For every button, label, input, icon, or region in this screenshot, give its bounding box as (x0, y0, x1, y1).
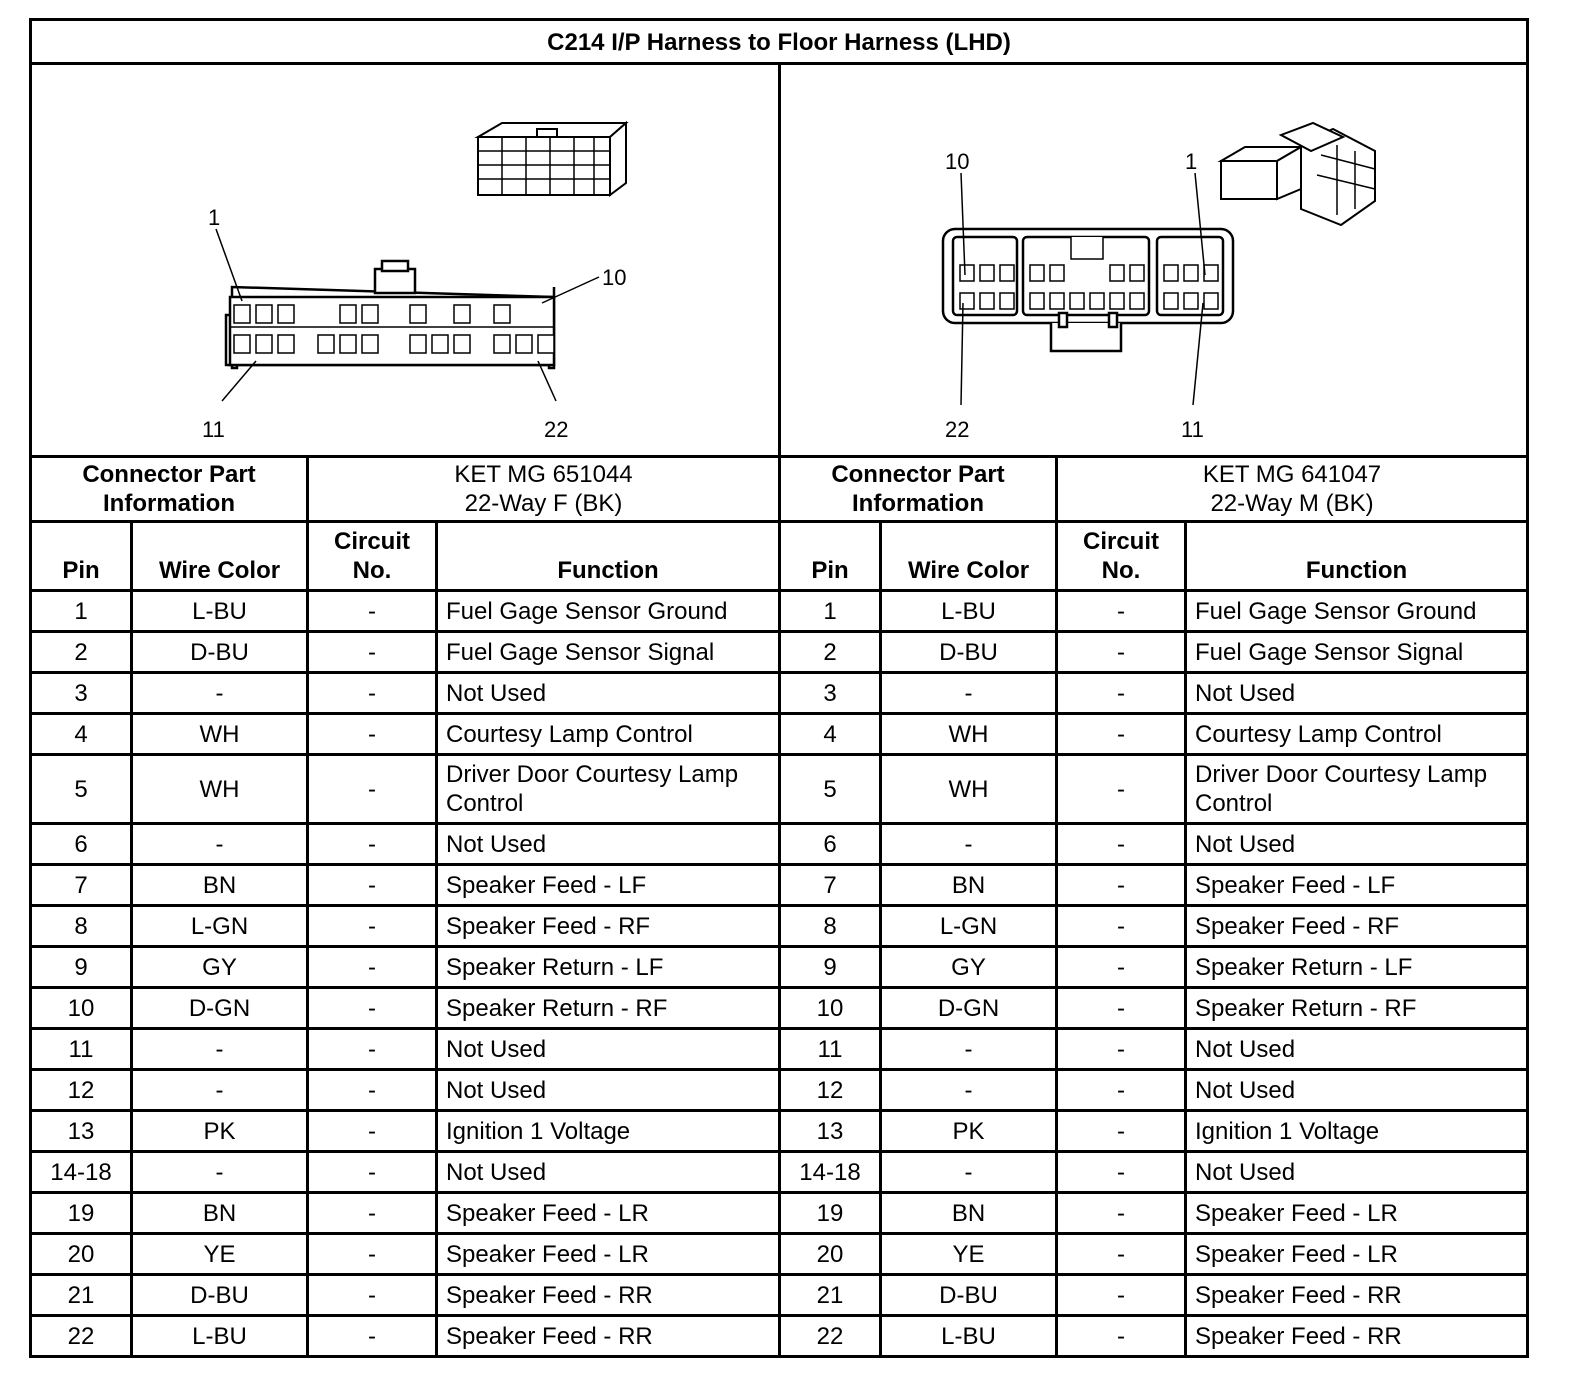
right-circuit-no-cell: - (1117, 679, 1125, 707)
grid-vline (435, 520, 438, 1355)
left-function-cell: Speaker Return - LF (446, 953, 664, 981)
left-label-pin-1: 1 (208, 205, 221, 230)
right-wire-color-cell: GY (951, 953, 986, 981)
left-pin-cell: 6 (74, 830, 88, 858)
left-wire-color-cell: - (215, 1158, 224, 1186)
right-wire-color-cell: - (964, 1158, 973, 1186)
right-pin-cell: 20 (816, 1240, 844, 1268)
right-function-cell: Not Used (1195, 830, 1296, 858)
left-circuit-no-cell: - (368, 1117, 376, 1145)
right-function-cell: Fuel Gage Sensor Ground (1195, 597, 1477, 625)
right-circuit-no-cell: - (1117, 720, 1125, 748)
right-function-cell: Speaker Return - LF (1195, 953, 1413, 981)
left-circuit-no-cell: - (368, 679, 376, 707)
right-pin-cell: 4 (823, 720, 837, 748)
left-pin-cell: 13 (67, 1117, 95, 1145)
right-function-cell: Speaker Return - RF (1195, 994, 1417, 1022)
right-pin-cell: 21 (816, 1281, 844, 1309)
grid-vline (1055, 455, 1058, 1355)
left-pin-cell: 12 (67, 1076, 95, 1104)
left-function-cell: Not Used (446, 679, 547, 707)
left-circuit-no-cell: - (368, 1281, 376, 1309)
left-function-cell: Speaker Feed - RR (446, 1322, 653, 1350)
left-pin-cell: 8 (74, 912, 88, 940)
right-wire-color-cell: BN (951, 871, 986, 899)
left-connector-face (226, 261, 554, 368)
right-circuit-no-cell: - (1117, 871, 1125, 899)
right-wire-color-cell: - (964, 1076, 973, 1104)
left-function-cell: Not Used (446, 1035, 547, 1063)
right-function-cell: Driver Door Courtesy Lamp Control (1195, 761, 1488, 817)
left-header-wire-color: Wire Color (158, 557, 281, 584)
left-function-cell: Speaker Feed - LF (446, 871, 647, 899)
right-circuit-no-cell: - (1117, 1035, 1125, 1063)
right-part-number: KET MG 641047 (1202, 461, 1382, 488)
right-part-info-label: Connector Part Information (831, 461, 1005, 517)
right-function-cell: Not Used (1195, 1076, 1296, 1104)
left-wire-color-cell: L-BU (192, 1322, 247, 1350)
right-pin-cell: 7 (823, 871, 837, 899)
right-function-cell: Speaker Feed - LF (1195, 871, 1396, 899)
left-pin-cell: 19 (67, 1199, 95, 1227)
left-circuit-no-cell: - (368, 1035, 376, 1063)
right-pin-cell: 14-18 (799, 1158, 861, 1186)
left-function-cell: Courtesy Lamp Control (446, 720, 693, 748)
left-function-cell: Not Used (446, 1076, 547, 1104)
right-circuit-no-cell: - (1117, 912, 1125, 940)
left-pin-cell: 4 (74, 720, 88, 748)
left-pin-cell: 22 (67, 1322, 95, 1350)
left-pin-cell: 2 (74, 638, 88, 666)
right-function-cell: Ignition 1 Voltage (1195, 1117, 1380, 1145)
left-connector-thumbnail (478, 123, 626, 195)
left-pin-cell: 10 (67, 994, 95, 1022)
right-wire-color-cell: L-BU (941, 597, 996, 625)
left-function-cell: Speaker Feed - LR (446, 1240, 649, 1268)
left-function-cell: Speaker Feed - RF (446, 912, 651, 940)
right-wire-color-cell: D-GN (937, 994, 1000, 1022)
left-wire-color-cell: - (215, 1035, 224, 1063)
right-wire-color-cell: - (964, 830, 973, 858)
left-function-cell: Ignition 1 Voltage (446, 1117, 631, 1145)
left-wire-color-cell: - (215, 679, 224, 707)
left-wire-color-cell: BN (202, 1199, 237, 1227)
left-function-cell: Speaker Return - RF (446, 994, 668, 1022)
right-pin-cell: 1 (823, 597, 837, 625)
left-circuit-no-cell: - (368, 775, 376, 803)
right-pin-cell: 9 (823, 953, 837, 981)
right-circuit-no-cell: - (1117, 1158, 1125, 1186)
grid-vline (306, 455, 309, 1355)
right-circuit-no-cell: - (1117, 953, 1125, 981)
left-header-function: Function (557, 557, 659, 584)
right-label-pin-1: 1 (1185, 149, 1198, 174)
left-circuit-no-cell: - (368, 597, 376, 625)
right-wire-color-cell: - (964, 1035, 973, 1063)
right-function-cell: Not Used (1195, 679, 1296, 707)
left-pin-cell: 11 (68, 1035, 94, 1063)
left-circuit-no-cell: - (368, 953, 376, 981)
left-wire-color-cell: D-GN (188, 994, 251, 1022)
grid-vline (879, 520, 882, 1355)
right-circuit-no-cell: - (1117, 1117, 1125, 1145)
right-connector-thumbnail (1221, 123, 1375, 225)
right-circuit-no-cell: - (1117, 830, 1125, 858)
right-wire-color-cell: BN (951, 1199, 986, 1227)
left-part-info-value (309, 458, 778, 520)
left-circuit-no-cell: - (368, 1199, 376, 1227)
right-part-desc: 22-Way M (BK) (1210, 490, 1374, 517)
left-header-pin: Pin (62, 557, 100, 584)
left-circuit-no-cell: - (368, 1322, 376, 1350)
right-wire-color-cell: YE (952, 1240, 985, 1268)
left-wire-color-cell: - (215, 1076, 224, 1104)
right-connector-diagram (781, 65, 1526, 453)
grid-vline (778, 62, 781, 1355)
left-wire-color-cell: YE (203, 1240, 236, 1268)
left-wire-color-cell: WH (199, 720, 240, 748)
right-label-pin-22: 22 (945, 417, 970, 442)
left-circuit-no-cell: - (368, 912, 376, 940)
left-pin-cell: 21 (67, 1281, 95, 1309)
right-function-cell: Not Used (1195, 1035, 1296, 1063)
left-wire-color-cell: D-BU (190, 1281, 249, 1309)
left-circuit-no-cell: - (368, 994, 376, 1022)
right-pin-cell: 3 (823, 679, 837, 707)
left-header-circuit-no: Circuit No. (333, 528, 410, 584)
right-wire-color-cell: L-BU (941, 1322, 996, 1350)
left-connector-diagram (32, 65, 778, 453)
right-pin-cell: 5 (823, 775, 837, 803)
left-wire-color-cell: L-BU (192, 597, 247, 625)
right-function-cell: Speaker Feed - RF (1195, 912, 1400, 940)
right-circuit-no-cell: - (1117, 597, 1125, 625)
left-wire-color-cell: - (215, 830, 224, 858)
left-label-pin-10: 10 (602, 265, 627, 290)
left-wire-color-cell: WH (199, 775, 240, 803)
left-function-cell: Driver Door Courtesy Lamp Control (446, 761, 739, 817)
left-part-desc: 22-Way F (BK) (464, 490, 623, 517)
sheet-title: C214 I/P Harness to Floor Harness (LHD) (547, 29, 1011, 56)
right-label-pin-10: 10 (945, 149, 970, 174)
pinout-sheet (29, 18, 1529, 1358)
right-pin-cell: 8 (823, 912, 837, 940)
left-pin-cell: 3 (74, 679, 88, 707)
right-part-info-value (1058, 458, 1526, 520)
left-function-cell: Not Used (446, 1158, 547, 1186)
left-circuit-no-cell: - (368, 1076, 376, 1104)
left-label-pin-11: 11 (202, 417, 225, 442)
right-pin-cell: 13 (816, 1117, 844, 1145)
left-wire-color-cell: D-BU (190, 638, 249, 666)
right-function-cell: Not Used (1195, 1158, 1296, 1186)
left-pin-cell: 20 (67, 1240, 95, 1268)
right-function-cell: Courtesy Lamp Control (1195, 720, 1442, 748)
right-circuit-no-cell: - (1117, 1240, 1125, 1268)
grid-vline (130, 520, 133, 1355)
left-function-cell: Speaker Feed - RR (446, 1281, 653, 1309)
left-circuit-no-cell: - (368, 1240, 376, 1268)
right-circuit-no-cell: - (1117, 1281, 1125, 1309)
right-function-cell: Speaker Feed - LR (1195, 1240, 1398, 1268)
right-circuit-no-cell: - (1117, 1199, 1125, 1227)
left-circuit-no-cell: - (368, 1158, 376, 1186)
right-wire-color-cell: L-GN (939, 912, 998, 940)
right-header-pin: Pin (811, 557, 849, 584)
left-pin-cell: 7 (74, 871, 88, 899)
left-part-number: KET MG 651044 (454, 461, 633, 488)
left-function-cell: Fuel Gage Sensor Ground (446, 597, 728, 625)
left-part-info-label: Connector Part Information (82, 461, 256, 517)
right-pin-cell: 19 (816, 1199, 844, 1227)
right-label-pin-11: 11 (1181, 417, 1204, 442)
right-wire-color-cell: WH (948, 720, 989, 748)
right-function-cell: Speaker Feed - RR (1195, 1322, 1402, 1350)
left-wire-color-cell: PK (203, 1117, 236, 1145)
left-circuit-no-cell: - (368, 830, 376, 858)
right-wire-color-cell: D-BU (939, 1281, 998, 1309)
left-function-cell: Speaker Feed - LR (446, 1199, 649, 1227)
right-header-wire-color: Wire Color (907, 557, 1030, 584)
right-circuit-no-cell: - (1117, 775, 1125, 803)
right-circuit-no-cell: - (1117, 1076, 1125, 1104)
left-circuit-no-cell: - (368, 871, 376, 899)
right-function-cell: Fuel Gage Sensor Signal (1195, 638, 1464, 666)
left-pin-cell: 14-18 (50, 1158, 112, 1186)
right-function-cell: Speaker Feed - LR (1195, 1199, 1398, 1227)
left-circuit-no-cell: - (368, 638, 376, 666)
right-pin-cell: 12 (816, 1076, 844, 1104)
right-pin-cell: 11 (817, 1035, 843, 1063)
left-pin-cell: 9 (74, 953, 88, 981)
left-function-cell: Fuel Gage Sensor Signal (446, 638, 715, 666)
left-wire-color-cell: L-GN (190, 912, 249, 940)
right-wire-color-cell: WH (948, 775, 989, 803)
right-pin-cell: 10 (816, 994, 844, 1022)
left-wire-color-cell: BN (202, 871, 237, 899)
left-circuit-no-cell: - (368, 720, 376, 748)
right-pin-cell: 2 (823, 638, 837, 666)
right-wire-color-cell: D-BU (939, 638, 998, 666)
right-circuit-no-cell: - (1117, 1322, 1125, 1350)
right-header-function: Function (1305, 557, 1408, 584)
right-pin-cell: 6 (823, 830, 837, 858)
grid-vline (1184, 520, 1187, 1355)
right-wire-color-cell: - (964, 679, 973, 707)
left-wire-color-cell: GY (202, 953, 237, 981)
left-pin-cell: 1 (74, 597, 88, 625)
right-function-cell: Speaker Feed - RR (1195, 1281, 1402, 1309)
right-header-circuit-no: Circuit No. (1082, 528, 1159, 584)
right-circuit-no-cell: - (1117, 994, 1125, 1022)
right-wire-color-cell: PK (952, 1117, 985, 1145)
left-function-cell: Not Used (446, 830, 547, 858)
right-circuit-no-cell: - (1117, 638, 1125, 666)
right-connector-face (943, 229, 1233, 351)
left-label-pin-22: 22 (544, 417, 569, 442)
left-pin-cell: 5 (74, 775, 88, 803)
right-pin-cell: 22 (816, 1322, 844, 1350)
